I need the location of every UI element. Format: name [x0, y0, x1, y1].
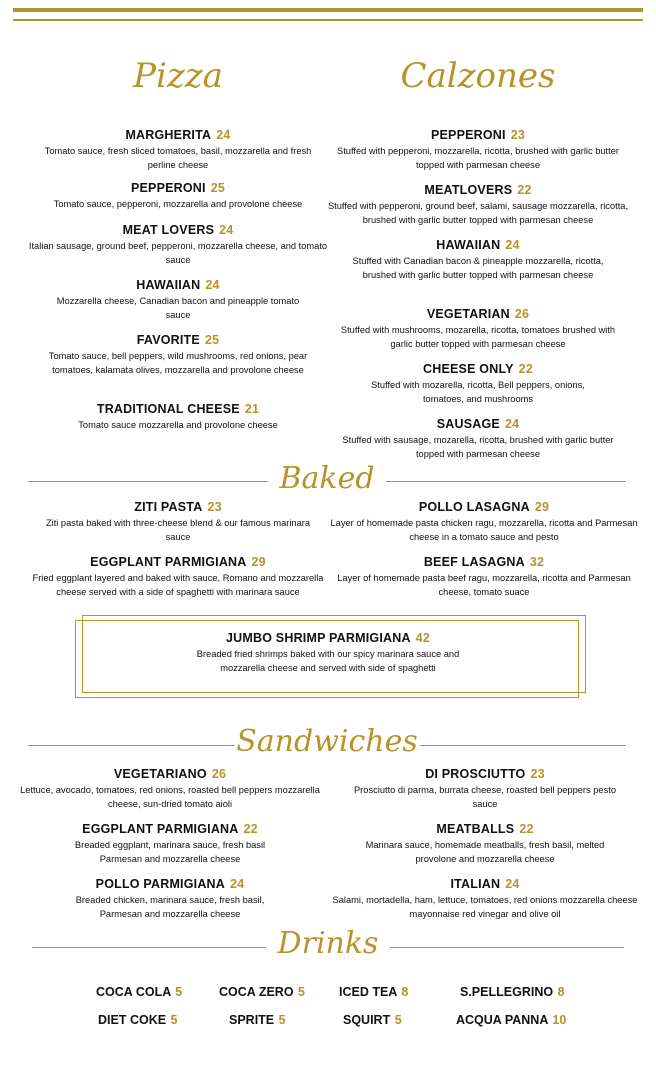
item-description: Layer of homemade pasta beef ragu, mozzarella, ricotta and Parmesan cheese, tomato suace — [337, 573, 631, 597]
item-name: HAWAIIAN — [436, 238, 501, 252]
drink-item — [98, 1013, 178, 1027]
item-name: POLLO PARMIGIANA — [95, 877, 226, 891]
top-border-thin-bar — [13, 19, 643, 21]
item-name: MEATBALLS — [436, 822, 515, 836]
item-price: 32 — [529, 555, 545, 569]
drinks-divider-left — [32, 947, 266, 948]
drink-price: 5 — [394, 1013, 402, 1027]
item-name: DI PROSCIUTTO — [425, 767, 526, 781]
item-price: 22 — [517, 183, 532, 197]
item-name: JUMBO SHRIMP PARMIGIANA — [225, 631, 411, 645]
pizza-item — [16, 180, 340, 212]
item-description: Layer of homemade pasta chicken ragu, mozzarella, ricotta and Parmesan cheese in a tomato sauce and pesto — [330, 518, 638, 542]
baked-heading: Baked — [279, 461, 375, 496]
item-price: 23 — [530, 767, 545, 781]
item-description: Salami, mortadella, ham, lettuce, tomatoes, red onions mozzarella cheese mayonnaise red vinegar and olive oil — [332, 895, 638, 919]
pizza-item — [16, 332, 340, 377]
item-name: TRADITIONAL CHEESE — [96, 402, 240, 416]
item-description: Fried eggplant layered and baked with sauce, Romano and mozzarella cheese served with a side of spaghetti with marinara sauce — [32, 573, 324, 597]
item-price: 23 — [207, 500, 222, 514]
item-price: 24 — [216, 128, 231, 142]
drink-price: 5 — [175, 985, 183, 999]
sandwich-item — [330, 821, 640, 866]
pizza-item — [16, 277, 340, 322]
drink-item — [343, 1013, 402, 1027]
drink-name: ACQUA PANNA — [456, 1013, 548, 1027]
item-price: 25 — [210, 181, 226, 195]
item-price: 22 — [519, 822, 534, 836]
item-price: 24 — [504, 417, 520, 431]
item-description: Breaded eggplant, marinara sauce, fresh basil Parmesan and mozzarella cheese — [74, 840, 266, 864]
item-price: 24 — [205, 278, 220, 292]
item-price: 29 — [534, 500, 550, 514]
pizza-item — [16, 401, 340, 433]
calzone-item — [316, 416, 640, 461]
baked-item — [326, 499, 642, 544]
item-name: ITALIAN — [450, 877, 501, 891]
sandwiches-divider-left — [28, 745, 234, 746]
item-description: Stuffed with sausage, mozarella, ricotta, brushed with garlic butter topped with parmesan cheese — [342, 435, 614, 459]
item-description: Tomato sauce, bell peppers, wild mushrooms, red onions, pear tomatoes, kalamata olives, mozzarella and provolone cheese — [48, 351, 308, 375]
item-name: VEGETARIAN — [426, 307, 510, 321]
drink-name: COCA COLA — [96, 985, 171, 999]
calzone-item — [316, 306, 640, 351]
item-name: PEPPERONI — [430, 128, 506, 142]
drink-item — [219, 985, 305, 999]
item-name: POLLO LASAGNA — [418, 500, 530, 514]
item-description: Breaded fried shrimps baked with our spicy marinara sauce and mozzarella cheese and served with side of spaghetti — [196, 649, 460, 673]
item-description: Prosciutto di parma, burrata cheese, roasted bell peppers pesto sauce — [353, 785, 616, 809]
item-name: ZITI PASTA — [134, 500, 203, 514]
item-description: Stuffed with Canadian bacon & pineapple mozzarella, ricotta, brushed with garlic butter topped with parmesan cheese — [352, 256, 604, 280]
pizza-item — [16, 222, 340, 267]
calzone-item — [316, 127, 640, 172]
drink-item — [460, 985, 565, 999]
item-description: Tomato sauce, pepperoni, mozzarella and provolone cheese — [53, 199, 303, 209]
item-description: Stuffed with mushrooms, mozarella, ricotta, tomatoes brushed with garlic butter topped with parmesan cheese — [340, 325, 616, 349]
item-name: CHEESE ONLY — [423, 362, 514, 376]
item-description: Italian sausage, ground beef, pepperoni, mozzarella cheese, and tomato sauce — [28, 241, 328, 265]
item-price: 25 — [204, 333, 220, 347]
drink-price: 5 — [278, 1013, 286, 1027]
drink-item — [229, 1013, 286, 1027]
calzone-item — [316, 361, 640, 406]
sandwich-item — [16, 876, 324, 921]
pizza-heading: Pizza — [133, 56, 223, 96]
baked-item — [16, 554, 340, 599]
item-description: Stuffed with pepperoni, mozzarella, ricotta, brushed with garlic butter topped with parmesan cheese — [337, 146, 619, 170]
item-price: 26 — [211, 767, 227, 781]
item-name: EGGPLANT PARMIGIANA — [90, 555, 247, 569]
drink-name: DIET COKE — [98, 1013, 167, 1027]
item-description: Tomato sauce mozzarella and provolone cheese — [78, 420, 278, 430]
item-name: HAWAIIAN — [136, 278, 201, 292]
sandwiches-heading: Sandwiches — [236, 724, 418, 759]
calzone-item — [316, 237, 640, 282]
item-price: 22 — [243, 822, 258, 836]
item-price: 21 — [244, 402, 260, 416]
drink-price: 8 — [401, 985, 409, 999]
item-name: SAUSAGE — [436, 417, 500, 431]
drinks-divider-right — [390, 947, 624, 948]
drink-price: 10 — [552, 1013, 567, 1027]
item-price: 22 — [518, 362, 533, 376]
item-name: MARGHERITA — [125, 128, 212, 142]
drink-item — [456, 1013, 566, 1027]
item-price: 23 — [510, 128, 526, 142]
drinks-heading: Drinks — [277, 926, 379, 961]
drink-price: 8 — [557, 985, 565, 999]
item-name: MEATLOVERS — [424, 183, 513, 197]
baked-divider-right — [386, 481, 626, 482]
sandwich-item — [330, 766, 640, 811]
item-description: Breaded chicken, marinara sauce, fresh basil, Parmesan and mozzarella cheese — [75, 895, 265, 919]
item-name: PEPPERONI — [130, 181, 206, 195]
item-name: VEGETARIANO — [113, 767, 207, 781]
drink-name: ICED TEA — [339, 985, 397, 999]
item-description: Marinara sauce, homemade meatballs, fresh basil, melted provolone and mozzarella cheese — [365, 840, 605, 864]
baked-item — [326, 554, 642, 599]
drink-price: 5 — [170, 1013, 178, 1027]
item-price: 24 — [505, 877, 520, 891]
item-name: MEAT LOVERS — [122, 223, 215, 237]
item-description: Stuffed with pepperoni, ground beef, salami, sausage mozzarella, ricotta, brushed with garlic butter topped with parmesan cheese — [327, 201, 629, 225]
drink-item — [96, 985, 182, 999]
baked-divider-left — [28, 481, 268, 482]
calzones-heading: Calzones — [400, 56, 556, 96]
top-border-bar — [13, 8, 643, 12]
item-name: BEEF LASAGNA — [423, 555, 525, 569]
item-price: 24 — [219, 223, 234, 237]
featured-item — [190, 630, 466, 675]
sandwiches-divider-right — [420, 745, 626, 746]
item-description: Ziti pasta baked with three-cheese blend & our famous marinara sauce — [45, 518, 311, 542]
drink-name: SQUIRT — [343, 1013, 391, 1027]
pizza-item — [16, 127, 340, 172]
baked-item — [16, 499, 340, 544]
item-price: 24 — [505, 238, 520, 252]
drink-item — [339, 985, 408, 999]
item-price: 29 — [251, 555, 266, 569]
item-description: Tomato sauce, fresh sliced tomatoes, basil, mozzarella and fresh perline cheese — [44, 146, 312, 170]
drink-name: S.PELLEGRINO — [460, 985, 554, 999]
calzone-item — [316, 182, 640, 227]
sandwich-item — [16, 766, 324, 811]
item-name: FAVORITE — [136, 333, 200, 347]
item-price: 26 — [514, 307, 530, 321]
item-description: Stuffed with mozarella, ricotta, Bell peppers, onions, tomatoes, and mushrooms — [371, 380, 585, 404]
sandwich-item — [16, 821, 324, 866]
item-price: 42 — [415, 631, 430, 645]
item-description: Lettuce, avocado, tomatoes, red onions, roasted bell peppers mozzarella cheese, sun-dried tomato aioli — [20, 785, 320, 809]
sandwich-item — [330, 876, 640, 921]
drink-price: 5 — [298, 985, 305, 999]
drink-name: SPRITE — [229, 1013, 275, 1027]
item-name: EGGPLANT PARMIGIANA — [82, 822, 239, 836]
item-price: 24 — [230, 877, 245, 891]
drink-name: COCA ZERO — [219, 985, 294, 999]
item-description: Mozzarella cheese, Canadian bacon and pineapple tomato sauce — [56, 296, 300, 320]
